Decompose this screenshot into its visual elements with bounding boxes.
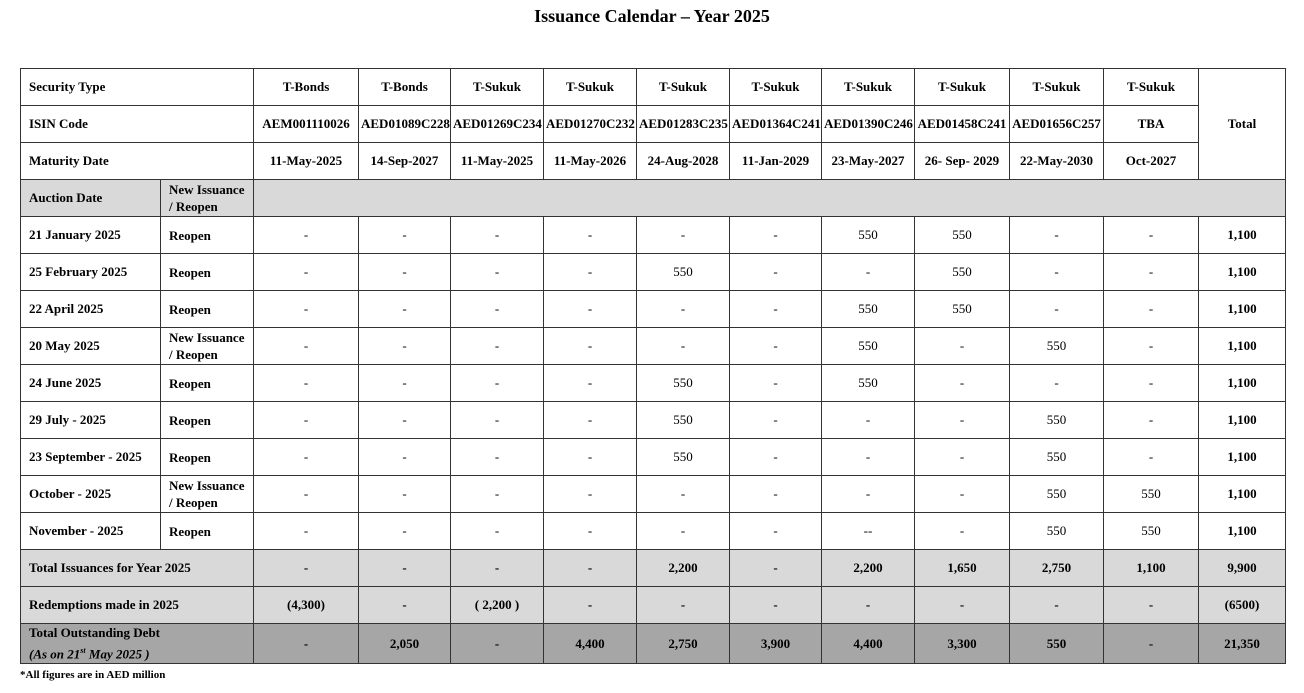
- auction-amount: -: [1104, 328, 1199, 365]
- auction-amount: -: [359, 513, 451, 550]
- auction-amount: 550: [822, 328, 915, 365]
- auction-kind: New Issuance / Reopen: [161, 476, 254, 513]
- auction-amount: -: [451, 439, 544, 476]
- isin-label: ISIN Code: [21, 106, 254, 143]
- auction-row-total: 1,100: [1199, 254, 1286, 291]
- auction-amount: 550: [1010, 328, 1104, 365]
- auction-row: [21, 291, 1286, 328]
- security-type-cell: T-Bonds: [359, 69, 451, 106]
- auction-amount: -: [544, 328, 637, 365]
- security-type-cell: T-Sukuk: [1104, 69, 1199, 106]
- auction-row-total: 1,100: [1199, 402, 1286, 439]
- isin-cell: AED01283C235: [637, 106, 730, 143]
- total-issuances-value: 1,100: [1104, 550, 1199, 587]
- auction-amount: -: [359, 365, 451, 402]
- auction-amount: -: [730, 402, 822, 439]
- auction-row: [21, 402, 1286, 439]
- total-issuances-value: -: [451, 550, 544, 587]
- redemptions-total: (6500): [1199, 587, 1286, 624]
- total-issuances: [21, 550, 1286, 587]
- total-issuances-value: 1,650: [915, 550, 1010, 587]
- auction-date: 25 February 2025: [21, 254, 161, 291]
- maturity-cell: 11-Jan-2029: [730, 143, 822, 180]
- maturity-cell: 26- Sep- 2029: [915, 143, 1010, 180]
- security-type-cell: T-Sukuk: [451, 69, 544, 106]
- auction-row-total: 1,100: [1199, 513, 1286, 550]
- auction-amount: -: [544, 439, 637, 476]
- auction-row: [21, 217, 1286, 254]
- auction-amount: -: [359, 291, 451, 328]
- auction-row: [21, 254, 1286, 291]
- maturity-row: [21, 143, 1286, 180]
- auction-amount: -: [254, 513, 359, 550]
- auction-amount: -: [451, 476, 544, 513]
- redemptions-value: -: [637, 587, 730, 624]
- page-title: Issuance Calendar – Year 2025: [534, 6, 770, 26]
- auction-amount: --: [822, 513, 915, 550]
- isin-cell: AED01656C257: [1010, 106, 1104, 143]
- auction-amount: -: [544, 476, 637, 513]
- auction-amount: -: [730, 328, 822, 365]
- auction-amount: 550: [1010, 513, 1104, 550]
- auction-amount: -: [1010, 217, 1104, 254]
- security-type-cell: T-Sukuk: [1010, 69, 1104, 106]
- auction-amount: -: [451, 291, 544, 328]
- auction-amount: -: [915, 476, 1010, 513]
- auction-amount: -: [822, 254, 915, 291]
- auction-header-row: [21, 180, 1286, 217]
- auction-kind: Reopen: [161, 513, 254, 550]
- auction-amount: 550: [822, 217, 915, 254]
- auction-amount: -: [915, 328, 1010, 365]
- total-issuances-value: -: [254, 550, 359, 587]
- isin-cell: AED01390C246: [822, 106, 915, 143]
- auction-kind: New Issuance / Reopen: [161, 328, 254, 365]
- auction-amount: -: [637, 291, 730, 328]
- total-header: Total: [1199, 69, 1286, 180]
- auction-amount: -: [451, 402, 544, 439]
- outstanding-debt-value: -: [1104, 624, 1199, 664]
- maturity-cell: 11-May-2025: [254, 143, 359, 180]
- total-issuances-label: Total Issuances for Year 2025: [21, 550, 254, 587]
- auction-amount: -: [730, 476, 822, 513]
- auction-amount: -: [254, 217, 359, 254]
- maturity-label: Maturity Date: [21, 143, 254, 180]
- auction-amount: 550: [915, 254, 1010, 291]
- outstanding-debt-date-part: st: [80, 646, 86, 655]
- outstanding-debt-value: 2,750: [637, 624, 730, 664]
- redemptions-value: -: [1104, 587, 1199, 624]
- auction-kind: Reopen: [161, 254, 254, 291]
- auction-amount: -: [730, 365, 822, 402]
- issuance-calendar-table: [20, 68, 1286, 664]
- auction-amount: -: [254, 365, 359, 402]
- auction-amount: -: [544, 291, 637, 328]
- auction-amount: 550: [822, 365, 915, 402]
- auction-amount: -: [254, 291, 359, 328]
- security-type-row: [21, 69, 1286, 106]
- security-type-cell: T-Sukuk: [915, 69, 1010, 106]
- auction-amount: 550: [637, 439, 730, 476]
- outstanding-debt-value: 4,400: [822, 624, 915, 664]
- total-issuances-value: -: [359, 550, 451, 587]
- auction-row-total: 1,100: [1199, 476, 1286, 513]
- auction-date: 20 May 2025: [21, 328, 161, 365]
- auction-amount: -: [637, 328, 730, 365]
- auction-amount: -: [822, 476, 915, 513]
- auction-amount: 550: [1104, 513, 1199, 550]
- security-type-cell: T-Sukuk: [544, 69, 637, 106]
- auction-amount: -: [451, 217, 544, 254]
- auction-amount: -: [730, 513, 822, 550]
- auction-date: November - 2025: [21, 513, 161, 550]
- auction-amount: -: [1104, 217, 1199, 254]
- auction-date: 22 April 2025: [21, 291, 161, 328]
- redemptions-value: -: [359, 587, 451, 624]
- isin-row: [21, 106, 1286, 143]
- auction-row-total: 1,100: [1199, 365, 1286, 402]
- auction-header-blank: [254, 180, 1286, 217]
- total-issuances-value: 2,200: [637, 550, 730, 587]
- auction-amount: 550: [1010, 439, 1104, 476]
- outstanding-debt-value: 4,400: [544, 624, 637, 664]
- redemptions-label: Redemptions made in 2025: [21, 587, 254, 624]
- security-type-cell: T-Sukuk: [822, 69, 915, 106]
- auction-kind: Reopen: [161, 439, 254, 476]
- auction-amount: -: [544, 513, 637, 550]
- redemptions-value: -: [822, 587, 915, 624]
- auction-amount: 550: [822, 291, 915, 328]
- auction-row: [21, 439, 1286, 476]
- outstanding-debt-value: 3,300: [915, 624, 1010, 664]
- auction-amount: -: [544, 402, 637, 439]
- footnote: *All figures are in AED million: [20, 669, 166, 681]
- auction-amount: -: [254, 439, 359, 476]
- outstanding-debt-row: [21, 624, 1286, 664]
- security-type-label: Security Type: [21, 69, 254, 106]
- maturity-cell: 23-May-2027: [822, 143, 915, 180]
- auction-amount: -: [1104, 439, 1199, 476]
- auction-amount: -: [451, 254, 544, 291]
- total-issuances-value: 2,200: [822, 550, 915, 587]
- maturity-cell: 22-May-2030: [1010, 143, 1104, 180]
- auction-amount: -: [359, 476, 451, 513]
- maturity-cell: 14-Sep-2027: [359, 143, 451, 180]
- outstanding-debt-date: [29, 642, 251, 663]
- new-issuance-label: New Issuance / Reopen: [161, 180, 254, 217]
- total-issuances-value: -: [730, 550, 822, 587]
- auction-kind: Reopen: [161, 365, 254, 402]
- auction-amount: -: [1010, 254, 1104, 291]
- auction-amount: -: [544, 217, 637, 254]
- redemptions-value: ( 2,200 ): [451, 587, 544, 624]
- redemptions-value: (4,300): [254, 587, 359, 624]
- auction-row: [21, 328, 1286, 365]
- auction-amount: -: [637, 513, 730, 550]
- auction-amount: 550: [1104, 476, 1199, 513]
- total-issuances-total: 9,900: [1199, 550, 1286, 587]
- auction-amount: -: [730, 217, 822, 254]
- auction-date: 21 January 2025: [21, 217, 161, 254]
- auction-amount: -: [254, 402, 359, 439]
- auction-amount: -: [822, 402, 915, 439]
- auction-row: [21, 365, 1286, 402]
- auction-amount: 550: [1010, 402, 1104, 439]
- auction-amount: -: [451, 365, 544, 402]
- auction-amount: -: [637, 217, 730, 254]
- outstanding-debt-value: -: [451, 624, 544, 664]
- auction-amount: -: [1104, 402, 1199, 439]
- auction-amount: -: [822, 439, 915, 476]
- auction-date-label: Auction Date: [21, 180, 161, 217]
- auction-amount: -: [1104, 291, 1199, 328]
- outstanding-debt-total: 21,350: [1199, 624, 1286, 664]
- auction-row-total: 1,100: [1199, 217, 1286, 254]
- maturity-cell: Oct-2027: [1104, 143, 1199, 180]
- auction-date: 23 September - 2025: [21, 439, 161, 476]
- isin-cell: AED01089C228: [359, 106, 451, 143]
- auction-row: [21, 476, 1286, 513]
- auction-amount: -: [1104, 365, 1199, 402]
- security-type-cell: T-Sukuk: [730, 69, 822, 106]
- isin-cell: TBA: [1104, 106, 1199, 143]
- isin-cell: AED01270C232: [544, 106, 637, 143]
- outstanding-debt-date-part: (As on 21: [29, 646, 81, 662]
- auction-amount: -: [359, 402, 451, 439]
- auction-amount: 550: [915, 217, 1010, 254]
- security-type-cell: T-Sukuk: [637, 69, 730, 106]
- auction-amount: -: [359, 439, 451, 476]
- outstanding-debt-value: 550: [1010, 624, 1104, 664]
- auction-kind: Reopen: [161, 291, 254, 328]
- redemptions-value: -: [730, 587, 822, 624]
- auction-row: [21, 513, 1286, 550]
- maturity-cell: 24-Aug-2028: [637, 143, 730, 180]
- isin-cell: AEM001110026: [254, 106, 359, 143]
- auction-row-total: 1,100: [1199, 439, 1286, 476]
- total-issuances-value: 2,750: [1010, 550, 1104, 587]
- outstanding-debt-value: 3,900: [730, 624, 822, 664]
- auction-amount: -: [544, 365, 637, 402]
- auction-amount: -: [1010, 365, 1104, 402]
- outstanding-debt-date-part: May 2025 ): [85, 646, 150, 662]
- auction-kind: Reopen: [161, 217, 254, 254]
- auction-amount: -: [915, 402, 1010, 439]
- auction-amount: -: [359, 217, 451, 254]
- auction-amount: -: [637, 476, 730, 513]
- auction-amount: 550: [915, 291, 1010, 328]
- auction-amount: -: [730, 439, 822, 476]
- auction-amount: -: [730, 291, 822, 328]
- auction-amount: -: [359, 328, 451, 365]
- redemptions-value: -: [1010, 587, 1104, 624]
- outstanding-debt-value: -: [254, 624, 359, 664]
- isin-cell: AED01269C234: [451, 106, 544, 143]
- auction-amount: 550: [637, 254, 730, 291]
- auction-amount: -: [544, 254, 637, 291]
- auction-kind: Reopen: [161, 402, 254, 439]
- auction-amount: -: [451, 328, 544, 365]
- auction-amount: -: [915, 513, 1010, 550]
- auction-amount: -: [359, 254, 451, 291]
- auction-amount: -: [915, 439, 1010, 476]
- outstanding-debt-title: Total Outstanding Debt: [29, 625, 160, 640]
- auction-amount: -: [1010, 291, 1104, 328]
- redemptions: [21, 587, 1286, 624]
- redemptions-value: -: [915, 587, 1010, 624]
- maturity-cell: 11-May-2025: [451, 143, 544, 180]
- auction-amount: 550: [637, 402, 730, 439]
- total-issuances-value: -: [544, 550, 637, 587]
- auction-row-total: 1,100: [1199, 291, 1286, 328]
- auction-amount: -: [451, 513, 544, 550]
- auction-row-total: 1,100: [1199, 328, 1286, 365]
- security-type-cell: T-Bonds: [254, 69, 359, 106]
- auction-amount: -: [254, 254, 359, 291]
- auction-amount: -: [915, 365, 1010, 402]
- auction-date: October - 2025: [21, 476, 161, 513]
- auction-date: 24 June 2025: [21, 365, 161, 402]
- auction-amount: 550: [637, 365, 730, 402]
- auction-date: 29 July - 2025: [21, 402, 161, 439]
- isin-cell: AED01364C241: [730, 106, 822, 143]
- auction-amount: -: [254, 328, 359, 365]
- auction-amount: 550: [1010, 476, 1104, 513]
- auction-amount: -: [730, 254, 822, 291]
- redemptions-value: -: [544, 587, 637, 624]
- isin-cell: AED01458C241: [915, 106, 1010, 143]
- outstanding-debt-label: [21, 624, 254, 664]
- auction-amount: -: [254, 476, 359, 513]
- outstanding-debt-value: 2,050: [359, 624, 451, 664]
- auction-amount: -: [1104, 254, 1199, 291]
- maturity-cell: 11-May-2026: [544, 143, 637, 180]
